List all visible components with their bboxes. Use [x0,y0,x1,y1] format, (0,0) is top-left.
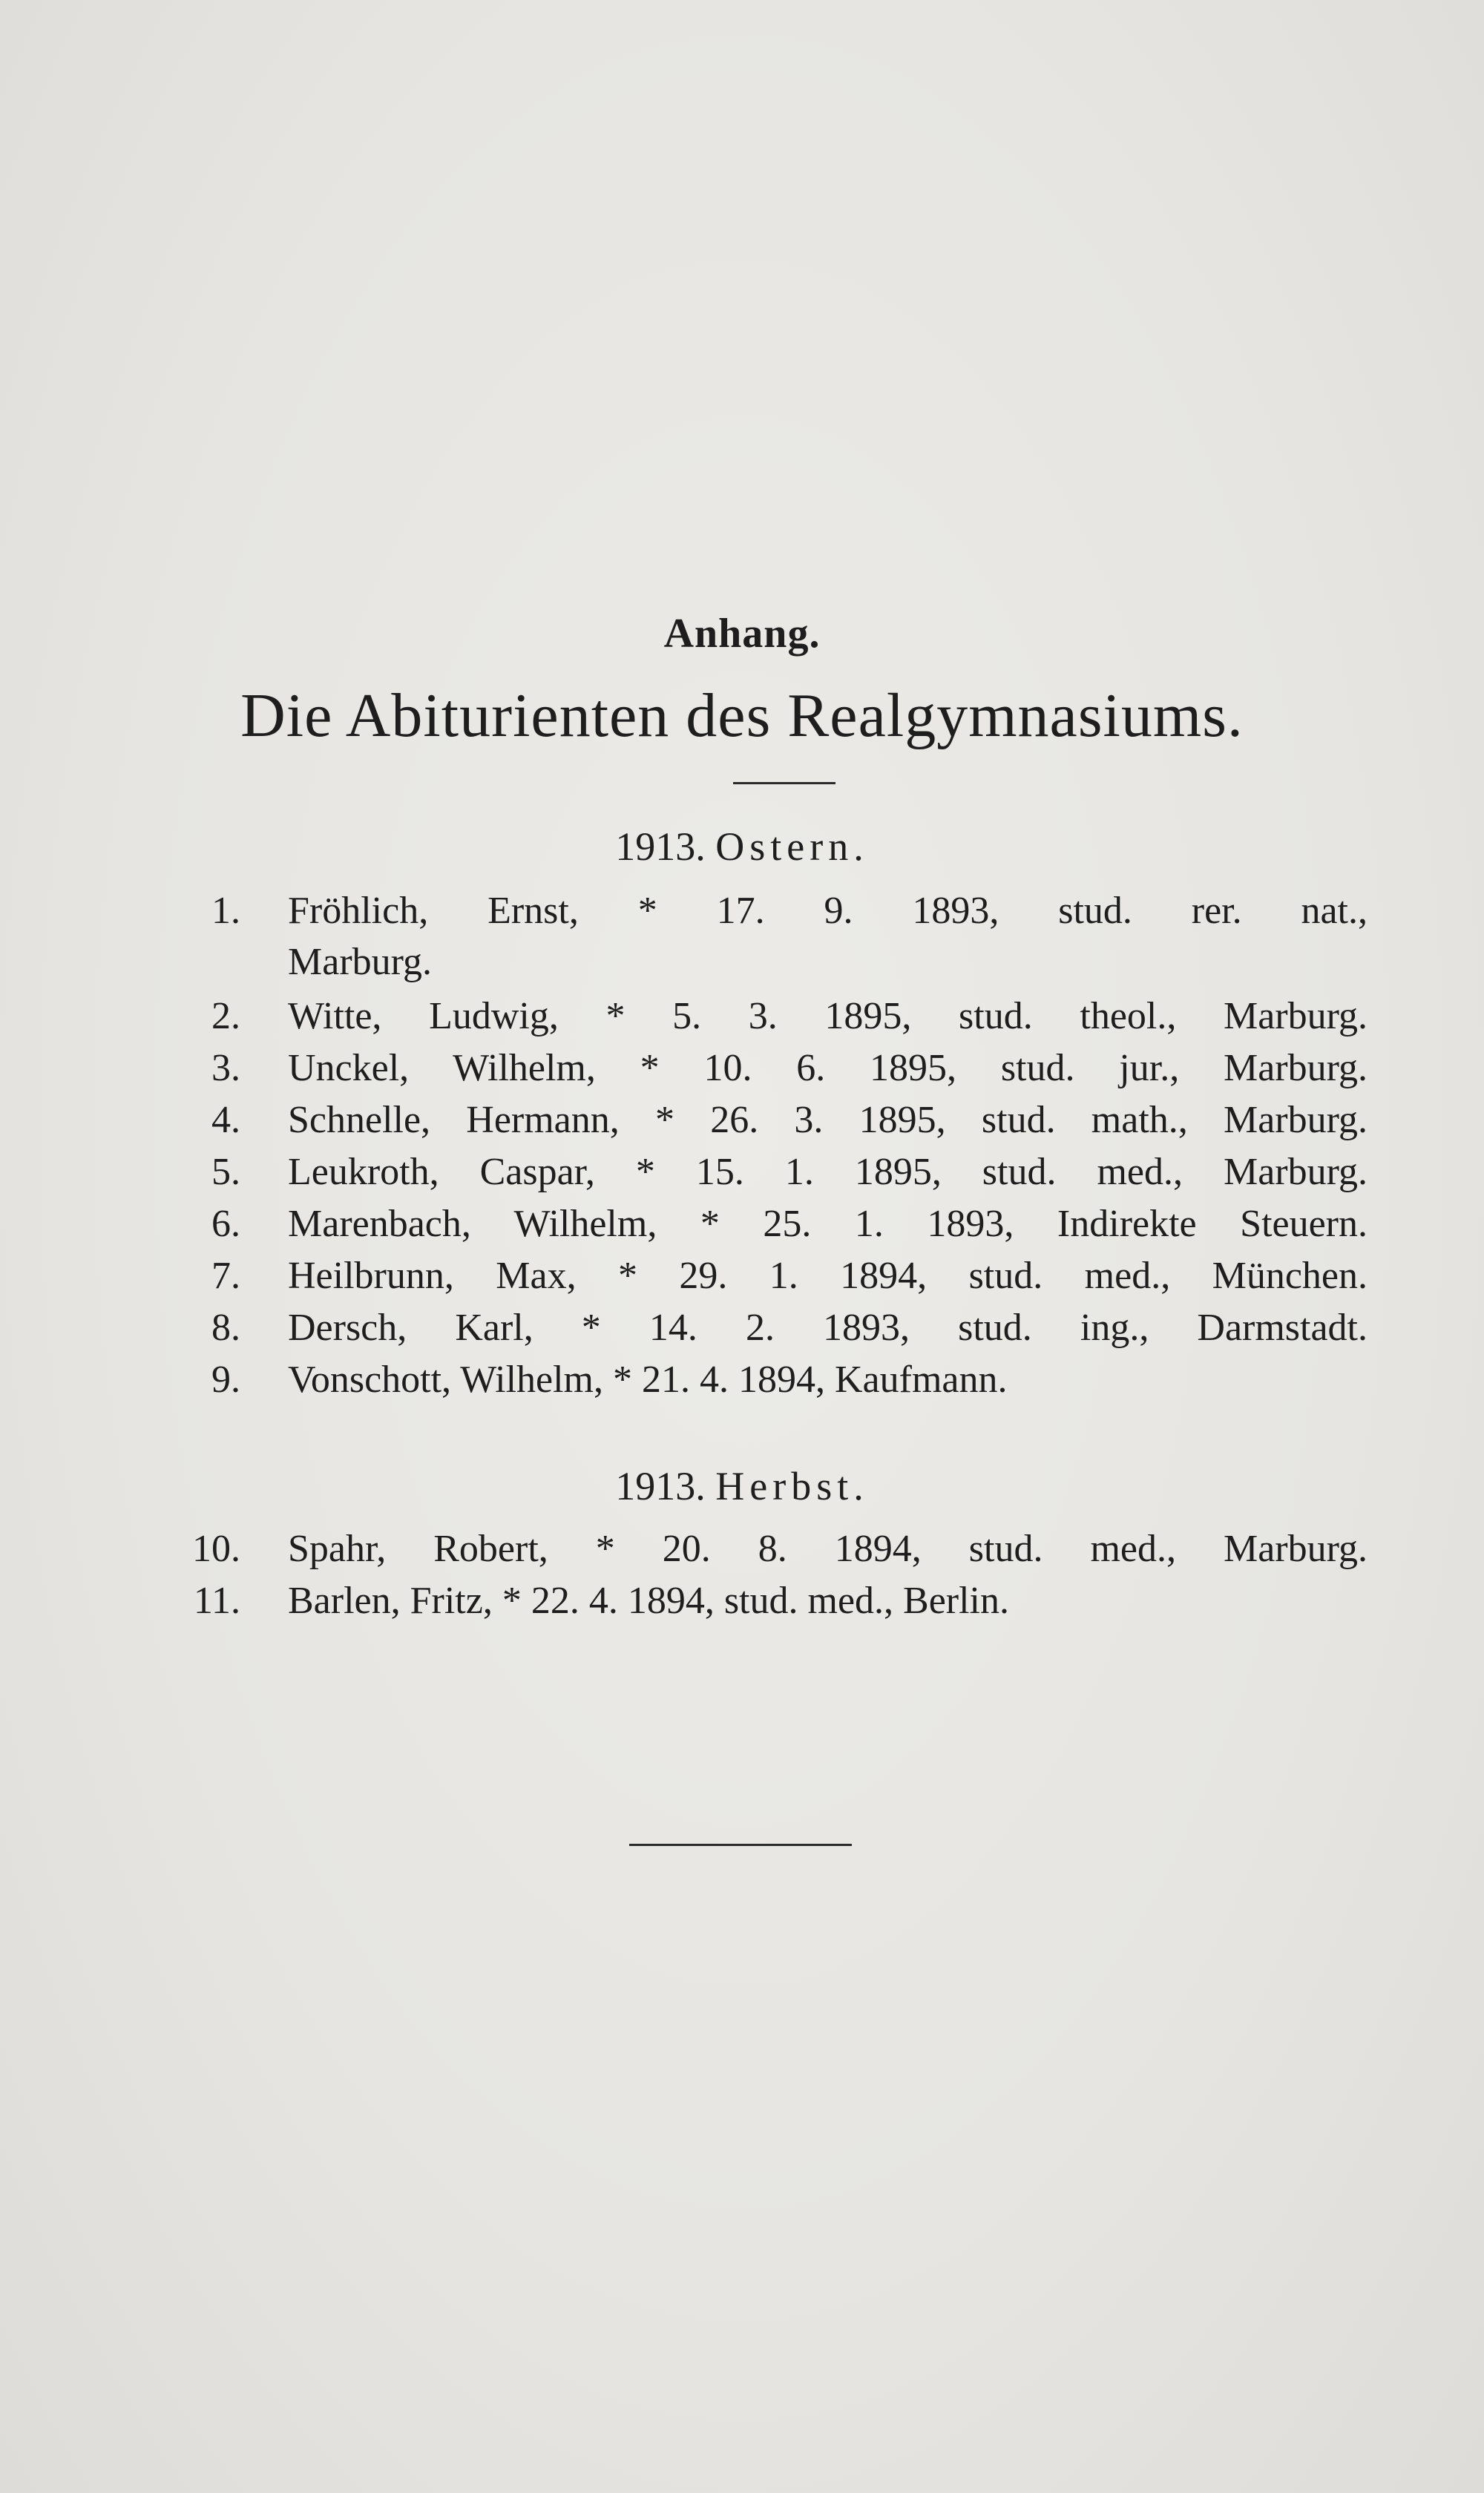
entry-text: Vonschott, Wilhelm, * 21. 4. 1894, Kaufmann. [288,1359,1008,1401]
entry-number: 1. [211,890,240,932]
section-heading-ostern [0,824,1484,870]
list-item [0,1202,1484,1254]
entry-number: 10. [192,1528,240,1570]
section-term: Ostern. [715,824,869,869]
entry-number: 9. [211,1359,240,1401]
entry-text: Marenbach, Wilhelm, * 25. 1. 1893, Indirekte Steuern. [288,1203,1368,1245]
list-item [0,1046,1484,1098]
list-item [0,994,1484,1046]
entry-text: Spahr, Robert, * 20. 8. 1894, stud. med., Marburg. [288,1528,1368,1570]
entry-number: 7. [211,1255,240,1297]
list-item [0,889,1484,941]
entry-number: 2. [211,995,240,1037]
entry-text: Heilbrunn, Max, * 29. 1. 1894, stud. med., München. [288,1255,1368,1297]
entry-continuation: Marburg. [288,941,433,983]
section-term: Herbst. [715,1464,869,1508]
entry-number: 4. [211,1099,240,1141]
list-item [0,1254,1484,1306]
entry-number: 11. [193,1580,240,1622]
closing-divider [629,1844,852,1846]
list-item [0,1306,1484,1358]
section-year: 1913. [615,824,706,869]
section-heading-herbst [0,1463,1484,1509]
entry-text: Barlen, Fritz, * 22. 4. 1894, stud. med., Berlin. [288,1580,1010,1622]
list-item [0,1527,1484,1579]
list-item [0,1358,1484,1410]
entry-number: 5. [211,1151,240,1193]
entry-text: Witte, Ludwig, * 5. 3. 1895, stud. theol., Marburg. [288,995,1368,1037]
list-item [0,1098,1484,1150]
list-item [0,1150,1484,1202]
entry-number: 6. [211,1203,240,1245]
entry-text: Leukroth, Caspar, * 15. 1. 1895, stud. med., Marburg. [288,1151,1368,1193]
section-year: 1913. [615,1464,706,1508]
entry-number: 3. [211,1047,240,1089]
page-title: Die Abiturienten des Realgymnasiums. [240,681,1244,750]
title-divider [733,782,835,784]
entry-text: Fröhlich, Ernst, * 17. 9. 1893, stud. rer. nat., [288,890,1368,932]
entry-text: Schnelle, Hermann, * 26. 3. 1895, stud. math., Marburg. [288,1099,1368,1141]
list-item [0,1579,1484,1631]
appendix-label: Anhang. [663,611,821,657]
entry-text: Unckel, Wilhelm, * 10. 6. 1895, stud. jur., Marburg. [288,1047,1368,1089]
entry-text: Dersch, Karl, * 14. 2. 1893, stud. ing., Darmstadt. [288,1307,1368,1349]
entry-number: 8. [211,1307,240,1349]
